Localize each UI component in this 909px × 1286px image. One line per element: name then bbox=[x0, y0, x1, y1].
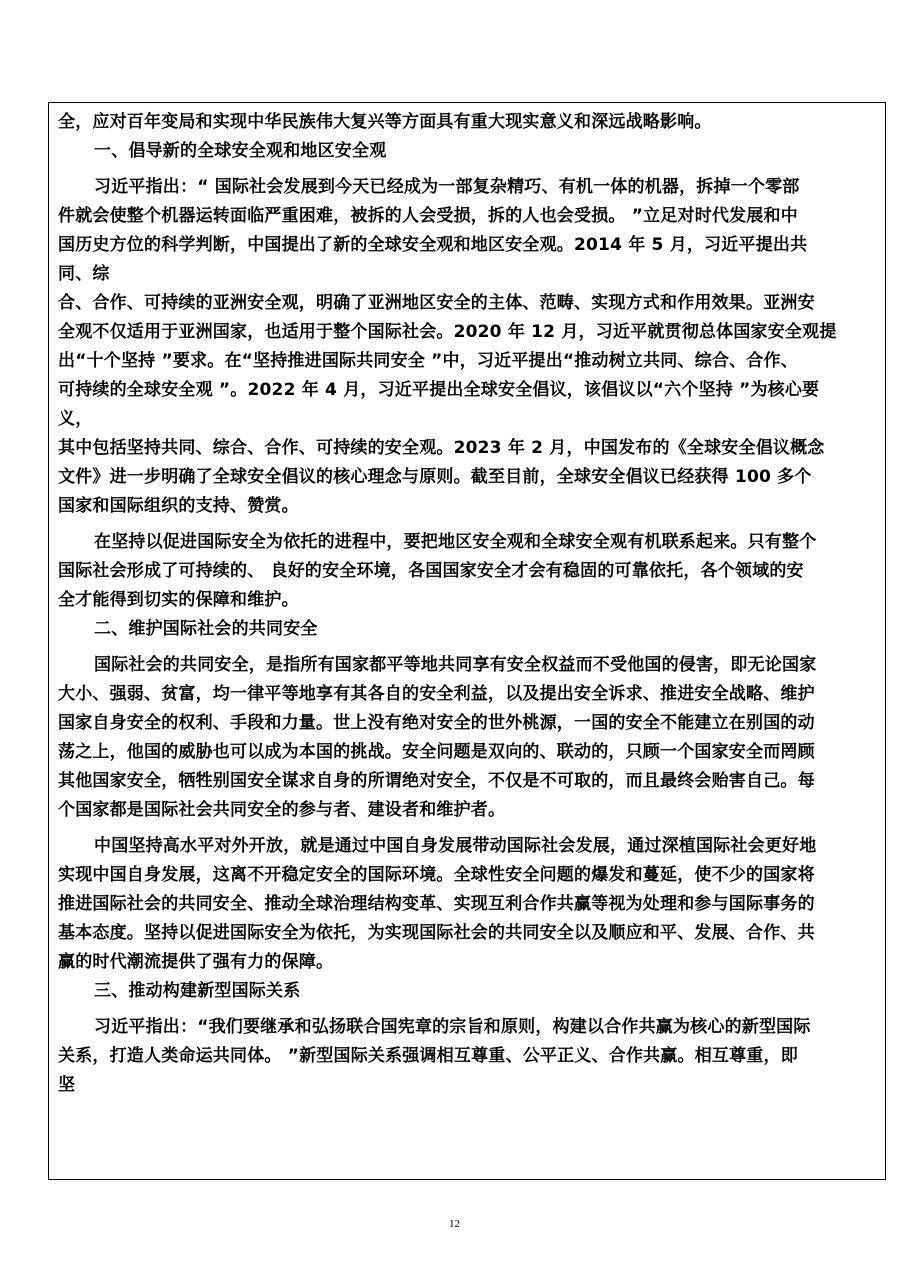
text-line: 全观不仅适用于亚洲国家，也适用于整个国际社会。2020 年 12 月，习近平就贯彻总体国家安全观提 bbox=[58, 322, 837, 342]
text-line: 义， bbox=[58, 409, 93, 429]
text-line: 出“十个坚持 ”要求。在“坚持推进国际共同安全 ”中，习近平提出“推动树立共同、综合、合作、 bbox=[58, 351, 798, 371]
text-line: 中国坚持高水平对外开放，就是通过中国自身发展带动国际社会发展，通过深植国际社会更好地 bbox=[94, 836, 817, 856]
text-line: 合、合作、可持续的亚洲安全观，明确了亚洲地区安全的主体、范畴、实现方式和作用效果。亚洲安 bbox=[58, 293, 815, 313]
text-line: 习近平指出：“我们要继承和弘扬联合国宪章的宗旨和原则，构建以合作共赢为核心的新型国际 bbox=[94, 1017, 811, 1037]
text-line: 其中包括坚持共同、综合、合作、可持续的安全观。2023 年 2 月，中国发布的《全球安全倡议概念 bbox=[58, 438, 825, 458]
text-line: 一、倡导新的全球安全观和地区安全观 bbox=[94, 141, 387, 161]
text-line: 荡之上，他国的威胁也可以成为本国的挑战。安全问题是双向的、联动的，只顾一个国家安全而罔顾 bbox=[58, 742, 815, 762]
text-line: 全，应对百年变局和实现中华民族伟大复兴等方面具有重大现实意义和深远战略影响。 bbox=[58, 112, 712, 132]
text-line: 推进国际社会的共同安全、推动全球治理结构变革、实现互利合作共赢等视为处理和参与国际事务的 bbox=[58, 894, 815, 914]
text-line: 赢的时代潮流提供了强有力的保障。 bbox=[58, 952, 334, 972]
paragraph-gap bbox=[58, 521, 876, 528]
text-line: 大小、强弱、贫富，均一律平等地享有其各自的安全利益，以及提出安全诉求、推进安全战略、维护 bbox=[58, 684, 815, 704]
text-line: 国际社会形成了可持续的、 良好的安全环境，各国国家安全才会有稳固的可靠依托，各个领域的安 bbox=[58, 561, 804, 581]
text-line: 基本态度。坚持以促进国际安全为依托，为实现国际社会的共同安全以及顺应和平、发展、合作、共 bbox=[58, 923, 815, 943]
page-number: 12 bbox=[449, 1218, 460, 1230]
paragraph-gap bbox=[58, 644, 876, 651]
text-line: 国家和国际组织的支持、赞赏。 bbox=[58, 496, 299, 516]
text-line: 国历史方位的科学判断，中国提出了新的全球安全观和地区安全观。2014 年 5 月，习近平提出共 bbox=[58, 235, 808, 255]
text-line: 实现中国自身发展，这离不开稳定安全的国际环境。全球性安全问题的爆发和蔓延，使不少的国家将 bbox=[58, 865, 815, 885]
paragraph-gap bbox=[58, 825, 876, 832]
text-line: 其他国家安全，牺牲别国安全谋求自身的所谓绝对安全，不仅是不可取的，而且最终会贻害自己。每 bbox=[58, 771, 815, 791]
text-line: 国际社会的共同安全，是指所有国家都平等地共同享有安全权益而不受他国的侵害，即无论国家 bbox=[94, 655, 817, 675]
document-body bbox=[58, 108, 876, 1100]
text-line: 同、综 bbox=[58, 264, 110, 284]
text-line: 全才能得到切实的保障和维护。 bbox=[58, 590, 299, 610]
text-line: 坚 bbox=[58, 1075, 76, 1095]
text-line: 关系，打造人类命运共同体。 ”新型国际关系强调相互尊重、公平正义、合作共赢。相互尊重，即 bbox=[58, 1046, 798, 1066]
text-line: 习近平指出：“ 国际社会发展到今天已经成为一部复杂精巧、有机一体的机器，拆掉一个零部 bbox=[94, 177, 800, 197]
text-line: 在坚持以促进国际安全为依托的进程中，要把地区安全观和全球安全观有机联系起来。只有整个 bbox=[94, 532, 817, 552]
text-line: 可持续的全球安全观 ”。2022 年 4 月，习近平提出全球安全倡议，该倡议以“六个坚持 ”为核心要 bbox=[58, 380, 820, 400]
text-line: 三、推动构建新型国际关系 bbox=[94, 981, 301, 1001]
paragraph-gap bbox=[58, 1006, 876, 1013]
text-line: 二、维护国际社会的共同安全 bbox=[94, 619, 318, 639]
paragraph-gap bbox=[58, 166, 876, 173]
text-line: 国家自身安全的权利、手段和力量。世上没有绝对安全的世外桃源，一国的安全不能建立在别国的动 bbox=[58, 713, 815, 733]
text-line: 个国家都是国际社会共同安全的参与者、建设者和维护者。 bbox=[58, 800, 506, 820]
text-line: 件就会使整个机器运转面临严重困难，被拆的人会受损，拆的人也会受损。 ”立足对时代发展和中 bbox=[58, 206, 798, 226]
text-line: 文件》进一步明确了全球安全倡议的核心理念与原则。截至目前，全球安全倡议已经获得 100 多个 bbox=[58, 467, 812, 487]
